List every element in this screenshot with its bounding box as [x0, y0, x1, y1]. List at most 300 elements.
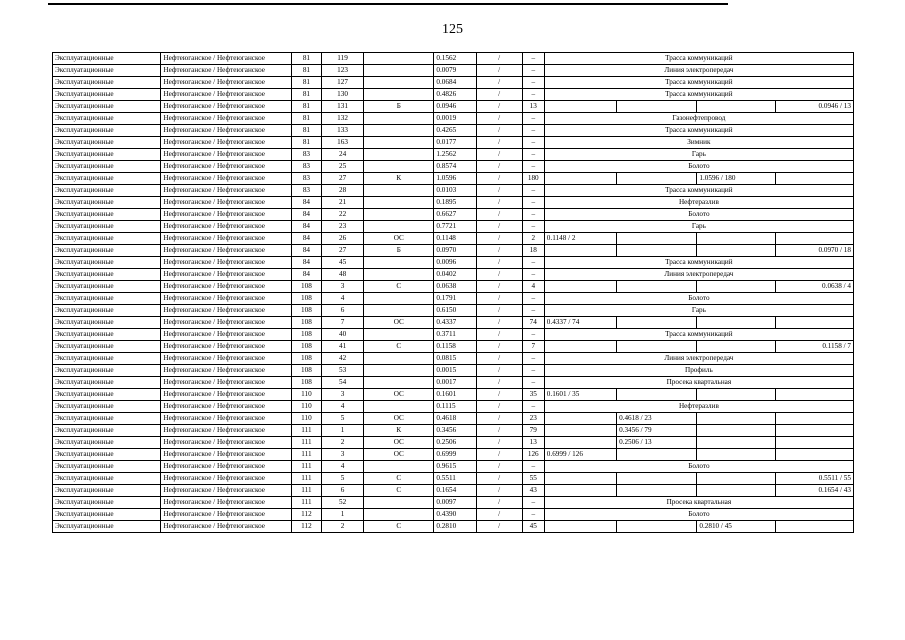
purpose-cell: Гарь	[544, 149, 853, 161]
part-cell: –	[522, 89, 544, 101]
slash-cell: /	[476, 437, 522, 449]
empty-cell	[697, 485, 775, 497]
allotment-cell: 163	[321, 137, 363, 149]
allotment-cell: 6	[321, 485, 363, 497]
slash-cell: /	[476, 413, 522, 425]
area-cell: 0.4337	[434, 317, 476, 329]
purpose-cell: Трасса коммуникаций	[544, 53, 853, 65]
split-value-cell: 0.2506 / 13	[617, 437, 697, 449]
quarter-cell: 84	[291, 233, 321, 245]
table-row	[53, 245, 854, 257]
split-value-cell: 0.6999 / 126	[544, 449, 616, 461]
slash-cell: /	[476, 113, 522, 125]
empty-cell	[697, 425, 775, 437]
forestry-cell: Нефтеюганское / Нефтеюганское	[161, 473, 291, 485]
part-cell: –	[522, 161, 544, 173]
part-cell: 4	[522, 281, 544, 293]
area-cell: 0.1115	[434, 401, 476, 413]
quarter-cell: 112	[291, 509, 321, 521]
purpose-cell: Болото	[544, 509, 853, 521]
category-cell: С	[364, 281, 434, 293]
quarter-cell: 112	[291, 521, 321, 533]
allotment-cell: 5	[321, 413, 363, 425]
table-row	[53, 437, 854, 449]
split-value-cell: 1.0596 / 180	[697, 173, 775, 185]
forestry-cell: Нефтеюганское / Нефтеюганское	[161, 293, 291, 305]
forestry-cell: Нефтеюганское / Нефтеюганское	[161, 341, 291, 353]
part-cell: 18	[522, 245, 544, 257]
table-row	[53, 413, 854, 425]
category-cell	[364, 377, 434, 389]
table-row	[53, 161, 854, 173]
purpose-cell: Газонефтепровод	[544, 113, 853, 125]
forestry-cell: Нефтеюганское / Нефтеюганское	[161, 233, 291, 245]
allotment-cell: 119	[321, 53, 363, 65]
quarter-cell: 108	[291, 329, 321, 341]
allotment-cell: 27	[321, 245, 363, 257]
category-cell: ОС	[364, 449, 434, 461]
allotment-cell: 40	[321, 329, 363, 341]
allotment-cell: 4	[321, 401, 363, 413]
area-cell: 0.0815	[434, 353, 476, 365]
category-cell	[364, 113, 434, 125]
forestry-cell: Нефтеюганское / Нефтеюганское	[161, 365, 291, 377]
part-cell: 79	[522, 425, 544, 437]
category-cell	[364, 197, 434, 209]
part-cell: 13	[522, 101, 544, 113]
type-cell: Эксплуатационные	[53, 77, 161, 89]
purpose-cell: Линия электропередач	[544, 269, 853, 281]
category-cell	[364, 65, 434, 77]
quarter-cell: 111	[291, 473, 321, 485]
slash-cell: /	[476, 317, 522, 329]
forestry-cell: Нефтеюганское / Нефтеюганское	[161, 485, 291, 497]
quarter-cell: 81	[291, 101, 321, 113]
area-cell: 0.6150	[434, 305, 476, 317]
type-cell: Эксплуатационные	[53, 137, 161, 149]
type-cell: Эксплуатационные	[53, 221, 161, 233]
table-row	[53, 53, 854, 65]
table-row	[53, 185, 854, 197]
quarter-cell: 108	[291, 317, 321, 329]
allotment-cell: 21	[321, 197, 363, 209]
quarter-cell: 84	[291, 197, 321, 209]
category-cell	[364, 125, 434, 137]
type-cell: Эксплуатационные	[53, 317, 161, 329]
area-cell: 0.1601	[434, 389, 476, 401]
split-value-cell: 0.3456 / 79	[617, 425, 697, 437]
area-cell: 0.0019	[434, 113, 476, 125]
area-cell: 0.0402	[434, 269, 476, 281]
table-row	[53, 233, 854, 245]
forestry-cell: Нефтеюганское / Нефтеюганское	[161, 257, 291, 269]
forestry-cell: Нефтеюганское / Нефтеюганское	[161, 389, 291, 401]
quarter-cell: 81	[291, 137, 321, 149]
empty-cell	[617, 173, 697, 185]
slash-cell: /	[476, 53, 522, 65]
category-cell: Б	[364, 101, 434, 113]
category-cell	[364, 209, 434, 221]
area-cell: 0.7721	[434, 221, 476, 233]
quarter-cell: 84	[291, 245, 321, 257]
slash-cell: /	[476, 353, 522, 365]
quarter-cell: 81	[291, 113, 321, 125]
slash-cell: /	[476, 461, 522, 473]
empty-cell	[544, 473, 616, 485]
category-cell	[364, 365, 434, 377]
slash-cell: /	[476, 281, 522, 293]
slash-cell: /	[476, 101, 522, 113]
category-cell	[364, 221, 434, 233]
type-cell: Эксплуатационные	[53, 485, 161, 497]
quarter-cell: 84	[291, 221, 321, 233]
forestry-cell: Нефтеюганское / Нефтеюганское	[161, 437, 291, 449]
slash-cell: /	[476, 497, 522, 509]
type-cell: Эксплуатационные	[53, 353, 161, 365]
allotment-cell: 27	[321, 173, 363, 185]
type-cell: Эксплуатационные	[53, 209, 161, 221]
type-cell: Эксплуатационные	[53, 377, 161, 389]
category-cell	[364, 89, 434, 101]
quarter-cell: 111	[291, 497, 321, 509]
slash-cell: /	[476, 293, 522, 305]
slash-cell: /	[476, 125, 522, 137]
type-cell: Эксплуатационные	[53, 53, 161, 65]
slash-cell: /	[476, 77, 522, 89]
allotment-cell: 53	[321, 365, 363, 377]
forestry-cell: Нефтеюганское / Нефтеюганское	[161, 269, 291, 281]
slash-cell: /	[476, 485, 522, 497]
type-cell: Эксплуатационные	[53, 185, 161, 197]
area-cell: 1.0596	[434, 173, 476, 185]
empty-cell	[617, 233, 697, 245]
purpose-cell: Болото	[544, 209, 853, 221]
category-cell	[364, 149, 434, 161]
category-cell	[364, 401, 434, 413]
area-cell: 0.0015	[434, 365, 476, 377]
land-plots-table	[52, 52, 854, 533]
part-cell: –	[522, 269, 544, 281]
type-cell: Эксплуатационные	[53, 389, 161, 401]
type-cell: Эксплуатационные	[53, 281, 161, 293]
type-cell: Эксплуатационные	[53, 269, 161, 281]
quarter-cell: 110	[291, 413, 321, 425]
area-cell: 0.0097	[434, 497, 476, 509]
category-cell: С	[364, 473, 434, 485]
part-cell: –	[522, 461, 544, 473]
quarter-cell: 111	[291, 449, 321, 461]
split-value-cell: 0.0970 / 18	[775, 245, 853, 257]
type-cell: Эксплуатационные	[53, 161, 161, 173]
quarter-cell: 108	[291, 281, 321, 293]
category-cell: ОС	[364, 437, 434, 449]
slash-cell: /	[476, 185, 522, 197]
category-cell	[364, 53, 434, 65]
slash-cell: /	[476, 173, 522, 185]
part-cell: –	[522, 353, 544, 365]
allotment-cell: 26	[321, 233, 363, 245]
empty-cell	[544, 425, 616, 437]
split-value-cell: 0.4618 / 23	[617, 413, 697, 425]
slash-cell: /	[476, 473, 522, 485]
category-cell	[364, 161, 434, 173]
category-cell: С	[364, 341, 434, 353]
category-cell: ОС	[364, 413, 434, 425]
type-cell: Эксплуатационные	[53, 449, 161, 461]
type-cell: Эксплуатационные	[53, 437, 161, 449]
allotment-cell: 3	[321, 281, 363, 293]
category-cell	[364, 353, 434, 365]
part-cell: –	[522, 305, 544, 317]
empty-cell	[544, 413, 616, 425]
empty-cell	[544, 485, 616, 497]
slash-cell: /	[476, 377, 522, 389]
empty-cell	[775, 317, 853, 329]
table-row	[53, 125, 854, 137]
area-cell: 0.0017	[434, 377, 476, 389]
forestry-cell: Нефтеюганское / Нефтеюганское	[161, 413, 291, 425]
allotment-cell: 4	[321, 461, 363, 473]
empty-cell	[544, 437, 616, 449]
area-cell: 0.0177	[434, 137, 476, 149]
part-cell: 43	[522, 485, 544, 497]
category-cell: С	[364, 485, 434, 497]
table-row	[53, 401, 854, 413]
type-cell: Эксплуатационные	[53, 461, 161, 473]
quarter-cell: 81	[291, 53, 321, 65]
forestry-cell: Нефтеюганское / Нефтеюганское	[161, 101, 291, 113]
quarter-cell: 111	[291, 485, 321, 497]
category-cell: К	[364, 173, 434, 185]
purpose-cell: Трасса коммуникаций	[544, 125, 853, 137]
allotment-cell: 123	[321, 65, 363, 77]
quarter-cell: 111	[291, 437, 321, 449]
category-cell: ОС	[364, 389, 434, 401]
forestry-cell: Нефтеюганское / Нефтеюганское	[161, 173, 291, 185]
forestry-cell: Нефтеюганское / Нефтеюганское	[161, 281, 291, 293]
area-cell: 0.1562	[434, 53, 476, 65]
slash-cell: /	[476, 365, 522, 377]
quarter-cell: 83	[291, 185, 321, 197]
type-cell: Эксплуатационные	[53, 173, 161, 185]
table-row	[53, 485, 854, 497]
forestry-cell: Нефтеюганское / Нефтеюганское	[161, 197, 291, 209]
allotment-cell: 1	[321, 509, 363, 521]
table-row	[53, 293, 854, 305]
table-row	[53, 317, 854, 329]
forestry-cell: Нефтеюганское / Нефтеюганское	[161, 377, 291, 389]
slash-cell: /	[476, 221, 522, 233]
quarter-cell: 84	[291, 209, 321, 221]
forestry-cell: Нефтеюганское / Нефтеюганское	[161, 497, 291, 509]
table-row	[53, 329, 854, 341]
category-cell	[364, 293, 434, 305]
category-cell: ОС	[364, 233, 434, 245]
part-cell: –	[522, 509, 544, 521]
part-cell: –	[522, 365, 544, 377]
purpose-cell: Болото	[544, 161, 853, 173]
category-cell: Б	[364, 245, 434, 257]
split-value-cell: 0.0946 / 13	[775, 101, 853, 113]
part-cell: 35	[522, 389, 544, 401]
quarter-cell: 108	[291, 365, 321, 377]
empty-cell	[775, 521, 853, 533]
area-cell: 0.0970	[434, 245, 476, 257]
part-cell: 45	[522, 521, 544, 533]
table-row	[53, 461, 854, 473]
area-cell: 0.3711	[434, 329, 476, 341]
table-row	[53, 377, 854, 389]
quarter-cell: 108	[291, 305, 321, 317]
split-value-cell: 0.2810 / 45	[697, 521, 775, 533]
purpose-cell: Болото	[544, 461, 853, 473]
part-cell: –	[522, 221, 544, 233]
table-row	[53, 257, 854, 269]
type-cell: Эксплуатационные	[53, 89, 161, 101]
table-row	[53, 365, 854, 377]
slash-cell: /	[476, 341, 522, 353]
category-cell	[364, 185, 434, 197]
allotment-cell: 52	[321, 497, 363, 509]
area-cell: 0.1895	[434, 197, 476, 209]
forestry-cell: Нефтеюганское / Нефтеюганское	[161, 449, 291, 461]
table-row	[53, 77, 854, 89]
empty-cell	[697, 317, 775, 329]
empty-cell	[544, 245, 616, 257]
part-cell: 55	[522, 473, 544, 485]
forestry-cell: Нефтеюганское / Нефтеюганское	[161, 353, 291, 365]
split-value-cell: 0.1654 / 43	[775, 485, 853, 497]
split-value-cell: 0.5511 / 55	[775, 473, 853, 485]
empty-cell	[775, 389, 853, 401]
type-cell: Эксплуатационные	[53, 245, 161, 257]
table-row	[53, 113, 854, 125]
table-row	[53, 137, 854, 149]
area-cell: 0.2506	[434, 437, 476, 449]
type-cell: Эксплуатационные	[53, 113, 161, 125]
type-cell: Эксплуатационные	[53, 65, 161, 77]
slash-cell: /	[476, 425, 522, 437]
area-cell: 0.0946	[434, 101, 476, 113]
part-cell: 13	[522, 437, 544, 449]
area-cell: 1.2562	[434, 149, 476, 161]
quarter-cell: 83	[291, 149, 321, 161]
slash-cell: /	[476, 149, 522, 161]
quarter-cell: 110	[291, 389, 321, 401]
table-row	[53, 509, 854, 521]
slash-cell: /	[476, 389, 522, 401]
part-cell: 126	[522, 449, 544, 461]
category-cell	[364, 329, 434, 341]
part-cell: 2	[522, 233, 544, 245]
slash-cell: /	[476, 329, 522, 341]
part-cell: –	[522, 53, 544, 65]
slash-cell: /	[476, 245, 522, 257]
allotment-cell: 22	[321, 209, 363, 221]
part-cell: –	[522, 497, 544, 509]
empty-cell	[617, 389, 697, 401]
allotment-cell: 7	[321, 317, 363, 329]
area-cell: 0.5511	[434, 473, 476, 485]
area-cell: 0.4826	[434, 89, 476, 101]
part-cell: 23	[522, 413, 544, 425]
forestry-cell: Нефтеюганское / Нефтеюганское	[161, 221, 291, 233]
quarter-cell: 108	[291, 353, 321, 365]
empty-cell	[697, 281, 775, 293]
purpose-cell: Просека квартальная	[544, 497, 853, 509]
slash-cell: /	[476, 449, 522, 461]
purpose-cell: Линия электропередач	[544, 65, 853, 77]
allotment-cell: 4	[321, 293, 363, 305]
quarter-cell: 84	[291, 269, 321, 281]
empty-cell	[775, 449, 853, 461]
forestry-cell: Нефтеюганское / Нефтеюганское	[161, 317, 291, 329]
area-cell: 0.4618	[434, 413, 476, 425]
area-cell: 0.1148	[434, 233, 476, 245]
allotment-cell: 2	[321, 521, 363, 533]
empty-cell	[697, 245, 775, 257]
quarter-cell: 83	[291, 161, 321, 173]
area-cell: 0.0684	[434, 77, 476, 89]
part-cell: –	[522, 125, 544, 137]
table-row	[53, 425, 854, 437]
allotment-cell: 3	[321, 389, 363, 401]
split-value-cell: 0.1148 / 2	[544, 233, 616, 245]
purpose-cell: Зимник	[544, 137, 853, 149]
forestry-cell: Нефтеюганское / Нефтеюганское	[161, 509, 291, 521]
allotment-cell: 6	[321, 305, 363, 317]
forestry-cell: Нефтеюганское / Нефтеюганское	[161, 137, 291, 149]
empty-cell	[544, 341, 616, 353]
forestry-cell: Нефтеюганское / Нефтеюганское	[161, 161, 291, 173]
type-cell: Эксплуатационные	[53, 497, 161, 509]
empty-cell	[617, 521, 697, 533]
forestry-cell: Нефтеюганское / Нефтеюганское	[161, 65, 291, 77]
empty-cell	[775, 425, 853, 437]
part-cell: –	[522, 377, 544, 389]
part-cell: –	[522, 77, 544, 89]
type-cell: Эксплуатационные	[53, 425, 161, 437]
forestry-cell: Нефтеюганское / Нефтеюганское	[161, 77, 291, 89]
slash-cell: /	[476, 137, 522, 149]
category-cell	[364, 497, 434, 509]
forestry-cell: Нефтеюганское / Нефтеюганское	[161, 89, 291, 101]
area-cell: 0.0096	[434, 257, 476, 269]
forestry-cell: Нефтеюганское / Нефтеюганское	[161, 53, 291, 65]
table-row	[53, 269, 854, 281]
allotment-cell: 1	[321, 425, 363, 437]
type-cell: Эксплуатационные	[53, 233, 161, 245]
quarter-cell: 111	[291, 425, 321, 437]
empty-cell	[617, 317, 697, 329]
empty-cell	[617, 449, 697, 461]
table-row	[53, 197, 854, 209]
table-row	[53, 101, 854, 113]
category-cell	[364, 269, 434, 281]
area-cell: 0.3456	[434, 425, 476, 437]
type-cell: Эксплуатационные	[53, 329, 161, 341]
allotment-cell: 24	[321, 149, 363, 161]
table-row	[53, 149, 854, 161]
slash-cell: /	[476, 401, 522, 413]
type-cell: Эксплуатационные	[53, 101, 161, 113]
table-row	[53, 281, 854, 293]
area-cell: 0.1654	[434, 485, 476, 497]
forestry-cell: Нефтеюганское / Нефтеюганское	[161, 125, 291, 137]
allotment-cell: 131	[321, 101, 363, 113]
split-value-cell: 0.4337 / 74	[544, 317, 616, 329]
slash-cell: /	[476, 305, 522, 317]
